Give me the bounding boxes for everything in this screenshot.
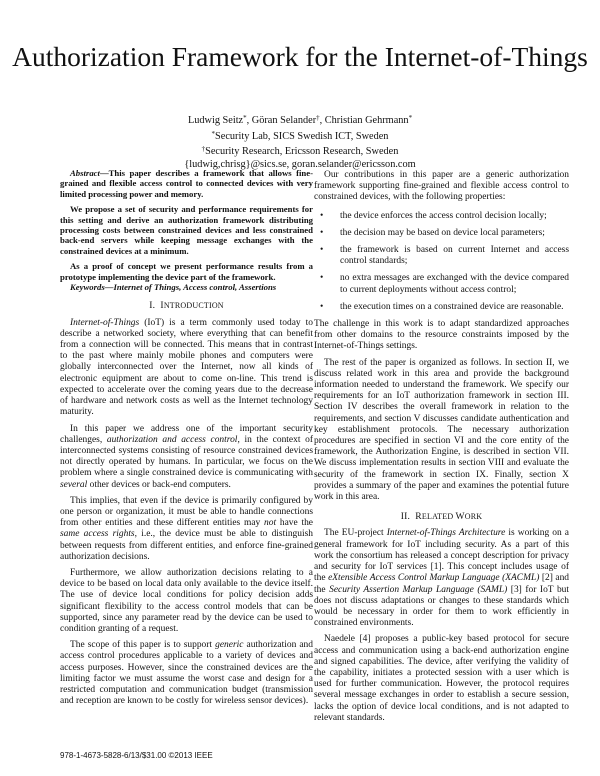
keywords: Keywords—Internet of Things, Access control, Assertions xyxy=(70,282,277,293)
section-heading-introduction: I. INTRODUCTION xyxy=(149,300,224,312)
list-item: • the decision may be based on device local parameters; xyxy=(320,227,545,238)
contributions-p1: Our contributions in this paper are a generic authorization framework supporting fine-grained and flexible access control to constrained devices, with the following properties: xyxy=(314,170,569,203)
properties-list xyxy=(314,211,569,313)
intro-p4: Furthermore, we allow authorization decisions relating to a device to be based on local data only available to the device itself. The use of device local conditions for policy decision adds significant flexibility to the access control models that can be supported, since any parameter read by the device can be used to condition granting of a request. xyxy=(60,567,313,634)
author-selander: , Göran Selander xyxy=(246,115,317,126)
copyright-footer: 978-1-4673-5828-6/13/$31.00 ©2013 IEEE xyxy=(60,751,213,760)
challenge-p: The challenge in this work is to adapt standardized approaches from other domains to the resource constraints imposed by the Internet-of-Things settings. xyxy=(314,319,569,352)
affiliation-ericsson: †Security Research, Ericsson Research, Sweden xyxy=(201,145,399,157)
abstract-p2: We propose a set of security and performance requirements for this setting and derive an authorization framework distributing processing costs between constrained devices and less constrained back-end servers while keeping message exchanges with the constrained devices at a minimum. xyxy=(60,204,313,256)
author-emails: {ludwig,chrisg}@sics.se, goran.selander@ericsson.com xyxy=(184,158,416,170)
intro-p3: This implies, that even if the device is primarily configured by one person or organization, it must be able to handle connections from other entities and these different entities may not have the same access rights, i.e., the device must be able to distinguish between requests from different entities, and enforce fine-grained authorization decisions. xyxy=(60,495,314,562)
list-item: • no extra messages are exchanged with the device compared to current deployments without access control; xyxy=(320,273,569,295)
section-heading-related-work: II. RELATED WORK xyxy=(400,511,483,523)
abstract-p1: Abstract—This paper describes a framework that allows fine-grained and flexible access control to connected devices with very limited processing power and memory. xyxy=(60,168,313,199)
list-item: • the execution times on a constrained device are reasonable. xyxy=(320,301,564,312)
author-block xyxy=(0,112,600,171)
paper-title: Authorization Framework for the Internet-of-Things xyxy=(12,41,588,72)
author-seitz: Ludwig Seitz xyxy=(187,115,244,126)
related-p2: Naedele [4] proposes a public-key based protocol for secure access and communication using a back-end authorization engine and signed capabilities. The device, after verifying the validity of the capability, initiates a protected session with a user which is used for further communication. However, the protocol requires several message exchanges in order to establish a secure session, lacks the option of device local conditions, and is not adapted to relevant standards. xyxy=(314,634,569,723)
right-column xyxy=(314,170,569,724)
intro-p2: In this paper we address one of the important security challenges, authorization and access control, in the context of interconnected systems consisting of resource constrained devices not directly operated by humans. In particular, we focus on the problem where a single constrained device is communicating with several other devices or back-end computers. xyxy=(60,423,313,490)
organization-p: The rest of the paper is organized as follows. In section II, we discuss related work in this area and provide the background information needed to understand the framework. We specify our requirements for an IoT authorization framework in section III. Section IV describes the overall framework in relation to the requirements, and section V discusses candidate authentication and key establishment protocols. The necessary authorization procedures are specified in section VI and the core entity of the framework, the Authorization Engine, is described in section VII. We discuss implementation results in section VIII and evaluate the security of the framework in section IX. Finally, section X provides a summary of the paper and examines the potential future work in this area. xyxy=(314,357,569,503)
author-names: Ludwig Seitz*, Göran Selander†, Christian Gehrmann* xyxy=(187,114,413,126)
author-gehrmann: , Christian Gehrmann xyxy=(319,115,409,126)
list-item: • the framework is based on current Internet and access control standards; xyxy=(320,245,569,267)
abstract-p3: As a proof of concept we present performance results from a prototype implementing the device part of the framework. xyxy=(60,261,313,282)
list-item: • the device enforces the access control decision locally; xyxy=(320,210,547,221)
affiliation-sics: *Security Lab, SICS Swedish ICT, Sweden xyxy=(211,129,389,142)
left-column xyxy=(60,168,313,707)
intro-p1: Internet-of-Things (IoT) is a term commonly used today to describe a networked society, where everything that can benefit from a connection will be connected. This means that in contrast to the past where mainly mobile phones and computers were globally interconnected over the Internet, now all kinds of electronic equipment are about to come on-line. This trend is expected to accelerate over the coming years due to the decrease of hardware and network costs as well as the Internet technology maturity. xyxy=(60,317,313,418)
intro-p5: The scope of this paper is to support generic authorization and access control procedures applicable to a variety of devices and access purposes. However, since the constrained devices are the limiting factor we must assume the worst case and design for a restricted computation and communication budget (transmission and reception are known to be costly for wireless sensor devices). xyxy=(60,640,313,707)
related-p1: The EU-project Internet-of-Things Architecture is working on a general framework for IoT including security. As a part of this work the consortium has released a concept description for privacy and security for IoT services [1]. This concept includes usage of the eXtensible Access Control Markup Language (XACML) [2] and the Security Assertion Markup Language (SAML) [3] for IoT but does not discuss adaptations or changes to these standards which would be necessary in order for them to work efficiently in constrained environments. xyxy=(314,528,570,629)
